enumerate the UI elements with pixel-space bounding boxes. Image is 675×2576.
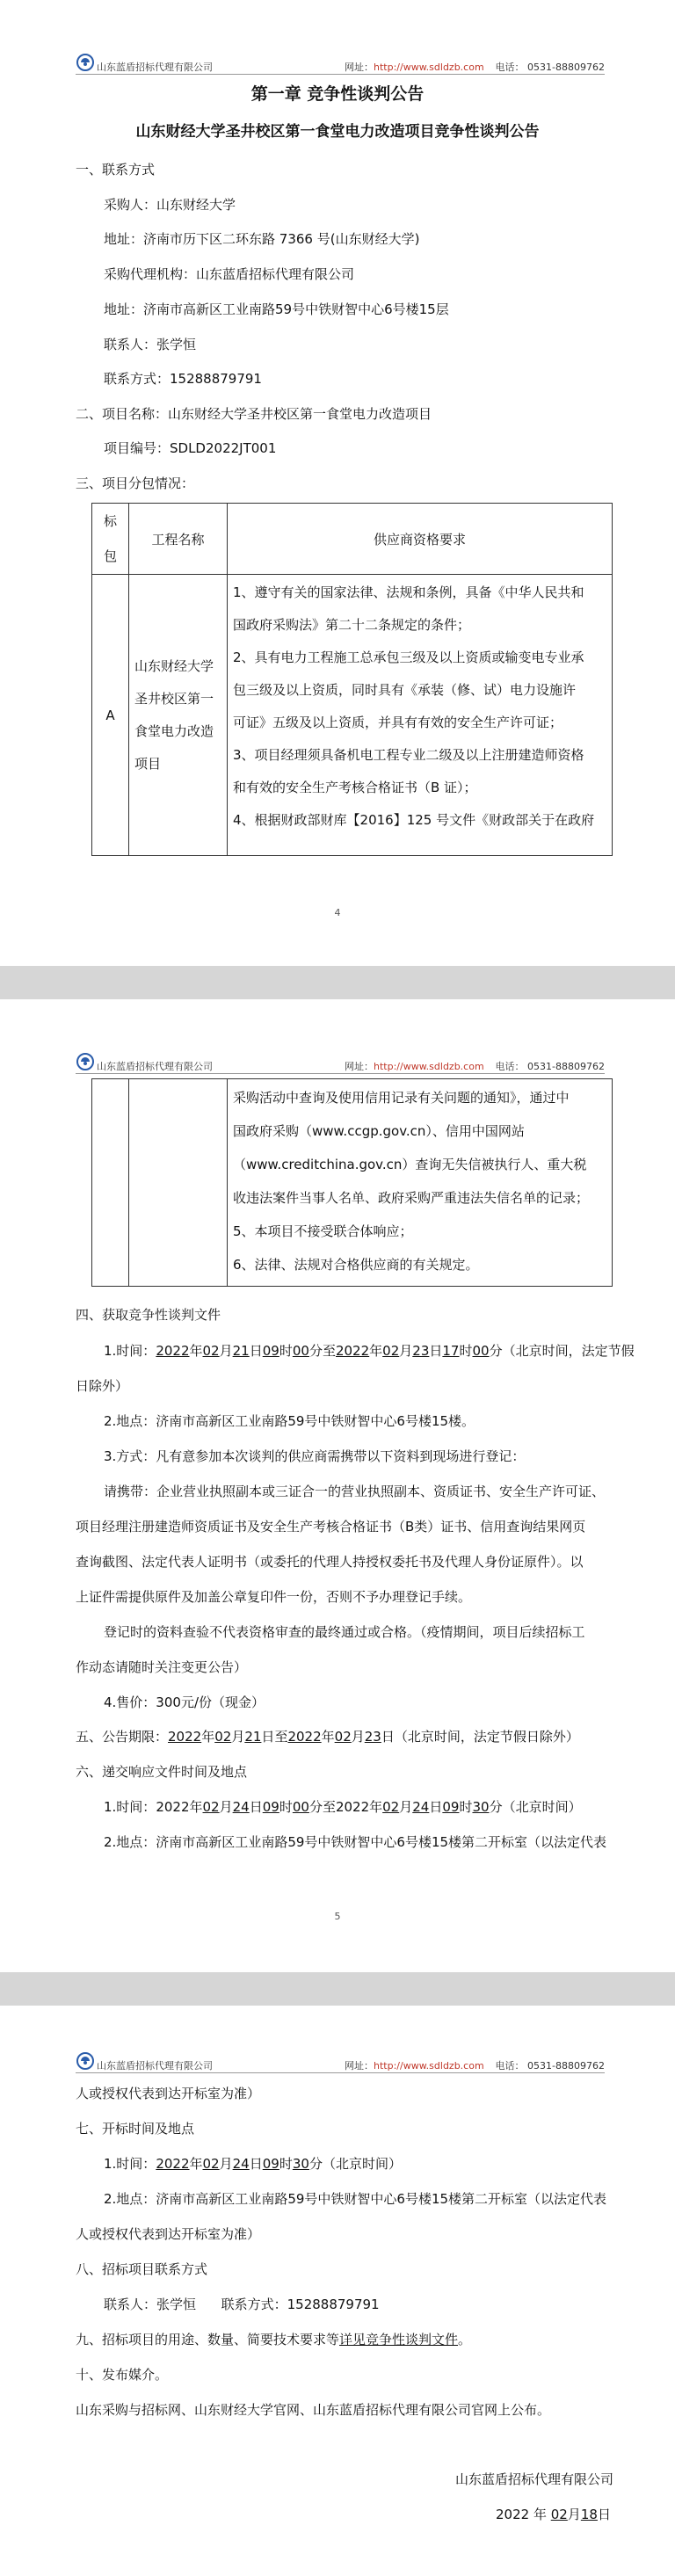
section-1-title: 一、联系方式 bbox=[76, 162, 156, 178]
date-value: 2022 bbox=[156, 1343, 190, 1359]
requirement-line: 采购活动中查询及使用信用记录有关问题的通知》，通过中 bbox=[233, 1090, 570, 1106]
bring-line-2: 项目经理注册建造师资质证书及安全生产考核合格证书（B类）证书、信用查询结果网页 bbox=[76, 1519, 586, 1535]
requirement-line: 6、法律、法规对合格供应商的有关规定。 bbox=[233, 1257, 479, 1273]
date-unit: 年 bbox=[189, 1799, 203, 1815]
requirement-line: 国政府采购法》第二十二条规定的条件； bbox=[233, 617, 471, 633]
date-unit: 日 bbox=[249, 2156, 263, 2172]
date-value: 24 bbox=[412, 1799, 430, 1815]
date-unit: 至 bbox=[274, 1729, 288, 1745]
date-value: 02 bbox=[334, 1729, 352, 1745]
table-row bbox=[92, 1079, 613, 1287]
agent-address: 地址：济南市高新区工业南路59号中铁财智中心6号楼15层 bbox=[104, 301, 449, 317]
header-tel: 电话： 0531-88809762 bbox=[495, 62, 605, 73]
table-row bbox=[92, 575, 613, 856]
requirement-line: 和有效的安全生产考核合格证书（B 证）； bbox=[233, 780, 477, 795]
date-unit: 月 bbox=[399, 1343, 413, 1359]
section-5-line bbox=[76, 1728, 579, 1745]
text: （北京时间，法定节假日除外） bbox=[394, 1729, 579, 1745]
header-website-url[interactable]: http://www.sdldzb.com bbox=[374, 2060, 484, 2072]
date-unit: 分 bbox=[308, 1799, 323, 1815]
text: 九、招标项目的用途、数量、简要技术要求等 bbox=[76, 2332, 340, 2347]
date-unit: 年 bbox=[189, 1343, 203, 1359]
note-line-1: 登记时的资料查验不代表资格审查的最终通过或合格。（疫情期间，项目后续招标工 bbox=[104, 1624, 585, 1640]
date-unit: 月 bbox=[351, 1729, 365, 1745]
date-value: 2022 bbox=[156, 2156, 190, 2172]
date-value: 00 bbox=[292, 1343, 309, 1359]
obtain-method: 3.方式：凡有意参加本次谈判的供应商需携带以下资料到现场进行登记： bbox=[104, 1448, 526, 1464]
header-org: 山东蓝盾招标代理有限公司 bbox=[97, 62, 213, 73]
date-value: 2022 bbox=[168, 1729, 202, 1745]
date-value: 24 bbox=[232, 1799, 250, 1815]
page-number: 4 bbox=[334, 907, 341, 918]
header-project-name: 工程名称 bbox=[129, 504, 228, 575]
project-name-line: 项目 bbox=[134, 755, 162, 772]
doc-reference-link[interactable]: 详见竞争性谈判文件 bbox=[339, 2332, 459, 2347]
date-unit: 时 bbox=[279, 1343, 293, 1359]
date-value: 09 bbox=[442, 1799, 460, 1815]
label: 1.时间： bbox=[104, 1799, 156, 1815]
date-value: 30 bbox=[292, 2156, 309, 2172]
header-website bbox=[345, 2058, 484, 2072]
date-value: 02 bbox=[202, 2156, 220, 2172]
label: 1.时间： bbox=[104, 2156, 156, 2172]
bring-line-4: 上证件需提供原件及加盖公章复印件一份，否则不予办理登记手续。 bbox=[76, 1589, 472, 1605]
header-website-label: 网址： bbox=[345, 62, 374, 73]
date-unit: 时 bbox=[279, 1799, 293, 1815]
header-package bbox=[92, 504, 129, 575]
requirements-cell bbox=[228, 1079, 613, 1287]
label: 1.时间： bbox=[104, 1343, 156, 1359]
date-unit: 月 bbox=[231, 1729, 245, 1745]
date-unit: 时 bbox=[459, 1343, 473, 1359]
header-website-url[interactable]: http://www.sdldzb.com bbox=[374, 62, 484, 73]
header-website-label: 网址： bbox=[345, 2060, 374, 2072]
project-contact: 联系人：张学恒 联系方式：15288879791 bbox=[104, 2297, 380, 2312]
company-logo-icon bbox=[76, 1052, 95, 1071]
header-supplier-requirements: 供应商资格要求 bbox=[228, 504, 613, 575]
document-page-3 bbox=[0, 2006, 675, 2576]
date-value: 09 bbox=[262, 2156, 279, 2172]
contact-phone: 联系方式：15288879791 bbox=[104, 371, 262, 387]
publish-media: 山东采购与招标网、山东财经大学官网、山东蓝盾招标代理有限公司官网上公布。 bbox=[76, 2402, 551, 2418]
package-table-continued bbox=[91, 1078, 613, 1287]
requirement-line: 包三级及以上资质，同时具有《承装（修、试）电力设施许 bbox=[233, 682, 577, 698]
date-unit: 至 bbox=[322, 1343, 336, 1359]
date-unit: 时 bbox=[459, 1799, 473, 1815]
company-logo-icon bbox=[76, 2051, 95, 2071]
date-value: 02 bbox=[382, 1343, 400, 1359]
date-unit: 日 bbox=[429, 1799, 443, 1815]
date-value: 02 bbox=[202, 1343, 220, 1359]
bring-line-1: 请携带：企业营业执照副本或三证合一的营业执照副本、资质证书、安全生产许可证、 bbox=[104, 1484, 606, 1499]
date-value: 02 bbox=[382, 1799, 400, 1815]
date-unit: 分 bbox=[489, 1343, 503, 1359]
date-unit: 时 bbox=[279, 2156, 293, 2172]
package-id: A bbox=[92, 575, 129, 856]
page-number: 5 bbox=[334, 1911, 341, 1922]
obtain-time-line-2: 日除外） bbox=[76, 1378, 129, 1394]
signature-org: 山东蓝盾招标代理有限公司 bbox=[455, 2471, 614, 2487]
submit-time-line bbox=[104, 1798, 582, 1816]
date-value: 17 bbox=[442, 1343, 460, 1359]
buyer-address: 地址：济南市历下区二环东路 7366 号(山东财经大学) bbox=[104, 231, 420, 247]
date-value: 2022 bbox=[156, 1799, 190, 1815]
project-number: 项目编号：SDLD2022JT001 bbox=[104, 440, 277, 456]
requirements-cell bbox=[228, 575, 613, 856]
date-value: 00 bbox=[472, 1343, 490, 1359]
date-unit: 日 bbox=[261, 1729, 275, 1745]
date-unit: 日 bbox=[249, 1343, 263, 1359]
contact-person: 联系人：张学恒 bbox=[104, 337, 197, 352]
date-value: 30 bbox=[472, 1799, 490, 1815]
date-unit: 月 bbox=[219, 1799, 233, 1815]
date-value: 09 bbox=[262, 1799, 279, 1815]
package-table bbox=[91, 503, 613, 856]
date-unit: 日 bbox=[249, 1799, 263, 1815]
header-tel: 电话： 0531-88809762 bbox=[495, 1061, 605, 1072]
text: （北京时间） bbox=[322, 2156, 402, 2172]
section-10-title: 十、发布媒介。 bbox=[76, 2367, 169, 2383]
header-website-url[interactable]: http://www.sdldzb.com bbox=[374, 1061, 484, 1072]
date-unit: 年 bbox=[189, 2156, 203, 2172]
project-name-line: 食堂电力改造 bbox=[134, 722, 214, 739]
date-unit: 年 bbox=[201, 1729, 215, 1745]
date-value: 2022 bbox=[287, 1729, 322, 1745]
requirement-line: 4、根据财政部财库【2016】125 号文件《财政部关于在政府 bbox=[233, 812, 595, 828]
section-8-title: 八、招标项目联系方式 bbox=[76, 2261, 208, 2277]
date-unit: 日 bbox=[381, 1729, 395, 1745]
date-value: 24 bbox=[232, 2156, 250, 2172]
section-2-title: 二、项目名称：山东财经大学圣井校区第一食堂电力改造项目 bbox=[76, 406, 432, 422]
header-website-label: 网址： bbox=[345, 1061, 374, 1072]
text: （北京时间） bbox=[502, 1799, 582, 1815]
requirement-line: （www.creditchina.gov.cn）查询无失信被执行人、重大税 bbox=[233, 1157, 587, 1172]
requirement-line: 3、项目经理须具备机电工程专业二级及以上注册建造师资格 bbox=[233, 747, 584, 763]
price: 4.售价：300元/份（现金） bbox=[104, 1694, 265, 1710]
section-4-title: 四、获取竞争性谈判文件 bbox=[76, 1307, 221, 1323]
text: 至2022年 bbox=[322, 1799, 383, 1815]
date-text: 2022 年 bbox=[496, 2507, 547, 2522]
date-unit: 年 bbox=[321, 1729, 335, 1745]
date-value: 09 bbox=[262, 1343, 279, 1359]
date-value: 18 bbox=[580, 2507, 598, 2522]
page-header bbox=[76, 58, 605, 75]
obtain-time-line bbox=[104, 1342, 635, 1360]
obtain-place: 2.地点：济南市高新区工业南路59号中铁财智中心6号楼15楼。 bbox=[104, 1413, 475, 1429]
requirement-line: 5、本项目不接受联合体响应； bbox=[233, 1223, 413, 1239]
date-value: 23 bbox=[364, 1729, 381, 1745]
header-org: 山东蓝盾招标代理有限公司 bbox=[97, 1061, 213, 1072]
table-header-row bbox=[92, 504, 613, 575]
header-website bbox=[345, 60, 484, 74]
date-unit: 分 bbox=[308, 2156, 323, 2172]
requirement-line: 2、具有电力工程施工总承包三级及以上资质或输变电专业承 bbox=[233, 649, 584, 665]
date-unit: 月 bbox=[219, 1343, 233, 1359]
text: 。 bbox=[458, 2332, 472, 2347]
continued-line: 人或授权代表到达开标室为准） bbox=[76, 2086, 261, 2101]
date-value: 23 bbox=[412, 1343, 430, 1359]
package-id-cell bbox=[92, 1079, 129, 1287]
date-unit: 分 bbox=[308, 1343, 323, 1359]
document-page-1 bbox=[0, 0, 675, 966]
note-line-2: 作动态请随时关注变更公告） bbox=[76, 1659, 248, 1675]
date-unit: 分 bbox=[489, 1799, 503, 1815]
date-unit: 月 bbox=[399, 1799, 413, 1815]
requirement-line: 1、遵守有关的国家法律、法规和条例，具备《中华人民共和 bbox=[233, 584, 584, 600]
date-value: 02 bbox=[550, 2507, 568, 2522]
header-package-line: 包 bbox=[103, 548, 117, 564]
document-title: 山东财经大学圣井校区第一食堂电力改造项目竞争性谈判公告 bbox=[135, 123, 540, 141]
date-value: 21 bbox=[232, 1343, 250, 1359]
project-name-line: 圣井校区第一 bbox=[134, 690, 214, 707]
bring-line-3: 查询截图、法定代表人证明书（或委托的代理人持授权委托书及代理人身份证原件）。以 bbox=[76, 1554, 584, 1570]
section-6-title: 六、递交响应文件时间及地点 bbox=[76, 1764, 248, 1780]
date-unit: 日 bbox=[429, 1343, 443, 1359]
page-header bbox=[76, 1057, 605, 1074]
requirement-line: 国政府采购（www.ccgp.gov.cn）、信用中国网站 bbox=[233, 1123, 525, 1139]
section-7-title: 七、开标时间及地点 bbox=[76, 2121, 195, 2137]
date-unit: 月 bbox=[567, 2507, 581, 2522]
open-place-line-2: 人或授权代表到达开标室为准） bbox=[76, 2226, 261, 2242]
page-header bbox=[76, 2057, 605, 2073]
date-unit: 月 bbox=[219, 2156, 233, 2172]
document-page-2 bbox=[0, 999, 675, 1972]
section-9-line bbox=[76, 2331, 471, 2348]
project-name-line: 山东财经大学 bbox=[134, 657, 214, 674]
date-unit: 年 bbox=[369, 1343, 383, 1359]
requirement-line: 可证》五级及以上资质，并具有有效的安全生产许可证； bbox=[233, 715, 563, 730]
project-name-cell bbox=[129, 575, 228, 856]
section-3-title: 三、项目分包情况： bbox=[76, 475, 195, 491]
header-org: 山东蓝盾招标代理有限公司 bbox=[97, 2060, 213, 2072]
date-value: 02 bbox=[214, 1729, 232, 1745]
open-place-line-1: 2.地点：济南市高新区工业南路59号中铁财智中心6号楼15楼第二开标室（以法定代表 bbox=[104, 2191, 607, 2207]
date-value: 00 bbox=[292, 1799, 309, 1815]
submit-place: 2.地点：济南市高新区工业南路59号中铁财智中心6号楼15楼第二开标室（以法定代表 bbox=[104, 1834, 607, 1850]
date-value: 21 bbox=[244, 1729, 262, 1745]
agent: 采购代理机构：山东蓝盾招标代理有限公司 bbox=[104, 266, 355, 282]
date-value: 2022 bbox=[335, 1343, 370, 1359]
label: 五、公告期限： bbox=[76, 1729, 169, 1745]
company-logo-icon bbox=[76, 53, 95, 72]
project-name-cell bbox=[129, 1079, 228, 1287]
header-tel: 电话： 0531-88809762 bbox=[495, 2060, 605, 2072]
open-time-line bbox=[104, 2155, 402, 2173]
chapter-title: 第一章 竞争性谈判公告 bbox=[250, 84, 425, 104]
signature-date bbox=[496, 2506, 611, 2523]
date-value: 02 bbox=[202, 1799, 220, 1815]
text: （北京时间，法定节假 bbox=[502, 1343, 635, 1359]
header-package-line: 标 bbox=[103, 513, 117, 529]
header-website bbox=[345, 1059, 484, 1073]
buyer: 采购人：山东财经大学 bbox=[104, 197, 236, 213]
date-unit: 日 bbox=[597, 2507, 611, 2522]
requirement-line: 收违法案件当事人名单、政府采购严重违法失信名单的记录； bbox=[233, 1190, 590, 1206]
